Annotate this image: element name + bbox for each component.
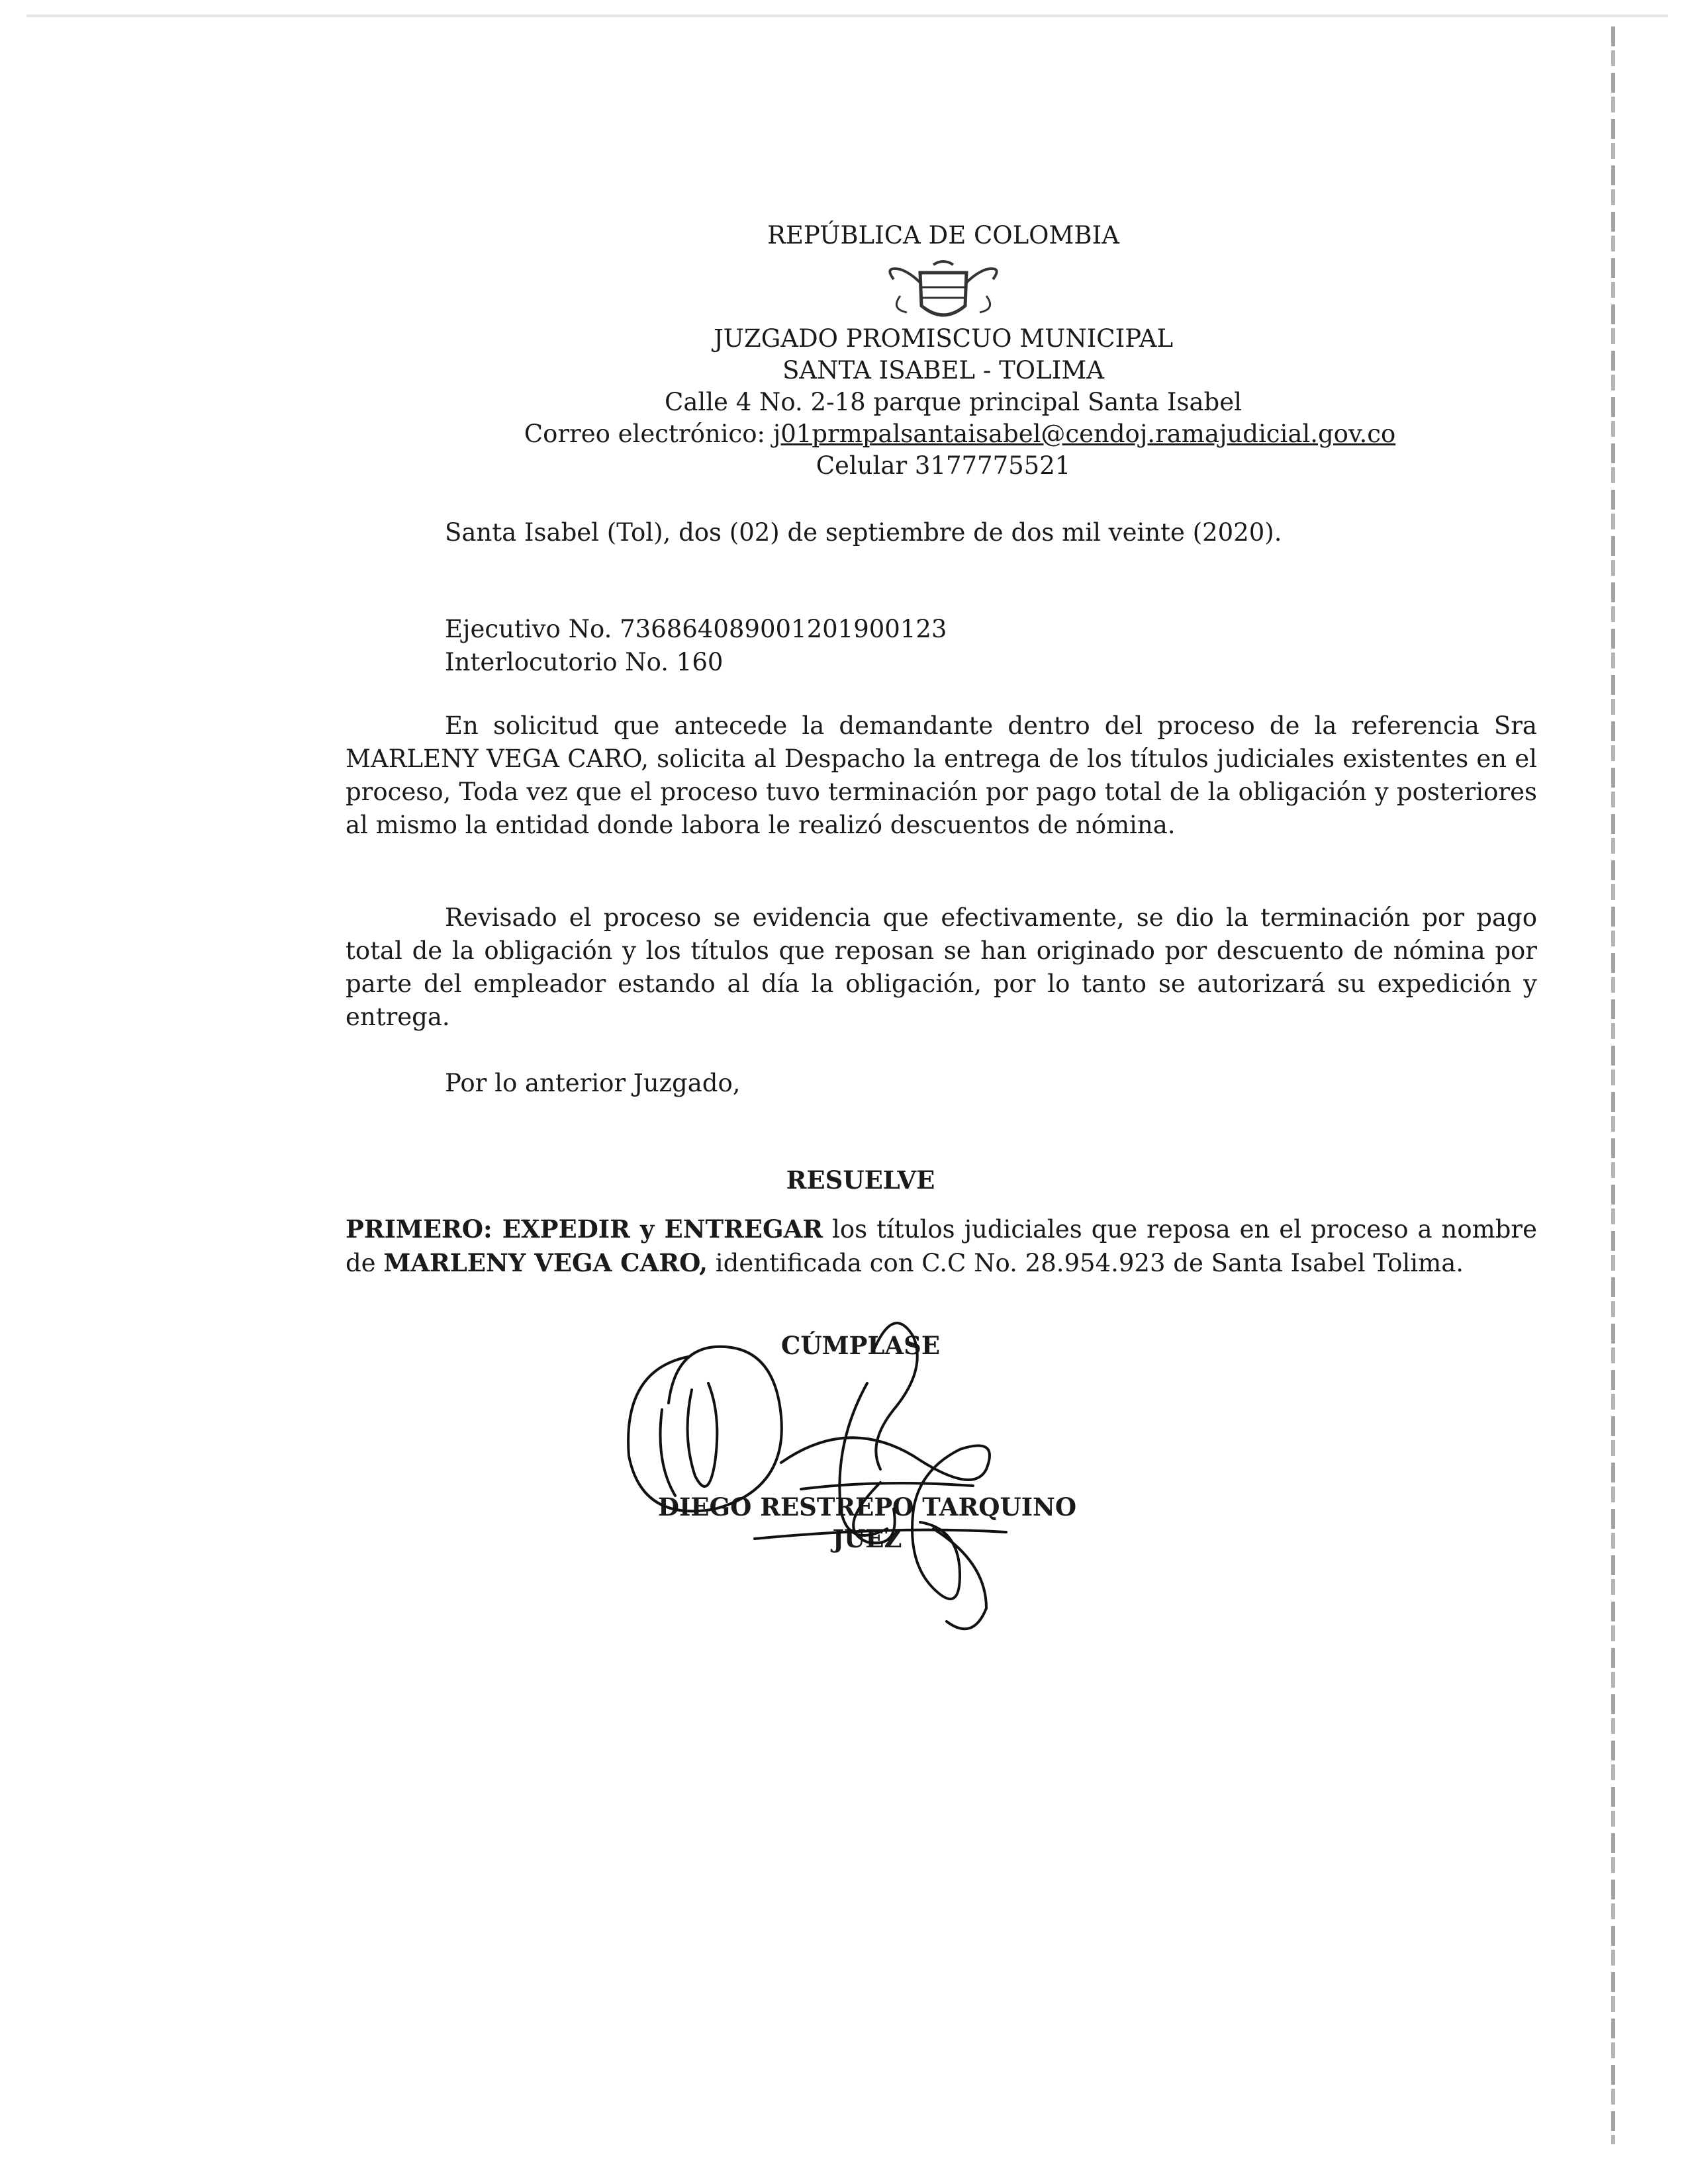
court-phone: Celular 3177775521 [816, 451, 1071, 480]
resolve-heading: RESUELVE [786, 1165, 935, 1195]
country-heading: REPÚBLICA DE COLOMBIA [767, 221, 1119, 250]
email-line [397, 418, 1523, 450]
scan-artifact-top [26, 15, 1668, 17]
signer-title: JUEZ [832, 1524, 902, 1553]
court-name: JUZGADO PROMISCUO MUNICIPAL [713, 324, 1174, 353]
scan-artifact-edge [1611, 26, 1615, 2144]
paragraph-review: Revisado el proceso se evidencia que efectivamente, se dio la terminación por pago total de la obligación y los títulos que reposan se han originado por descuento de nómina por parte del empleador estando al día la obligación, por lo tanto se autorizará su expedición y entrega. [346, 903, 1537, 1031]
closing-line: Por lo anterior Juzgado, [445, 1069, 741, 1097]
resolution-primero [346, 1212, 1537, 1280]
court-location: SANTA ISABEL - TOLIMA [782, 356, 1104, 385]
cumplase-text: CÚMPLASE [780, 1331, 941, 1360]
paragraph-request: En solicitud que antecede la demandante dentro del proceso de la referencia Sra MARLENY VEGA CARO, solicita al Despacho la entrega de los títulos judiciales existentes en el proceso, Toda vez que el proceso tuvo terminación por pago total de la obligación y posteriores al mismo la entidad donde labora le realizó descuentos de nómina. [346, 711, 1537, 839]
beneficiary-id: identificada con C.C No. 28.954.923 de Santa Isabel Tolima. [708, 1249, 1464, 1277]
email-label: Correo electrónico: [524, 420, 773, 448]
email-link[interactable]: j01prmpalsantaisabel@cendoj.ramajudicial.gov.co [773, 420, 1396, 448]
primero-label: PRIMERO: EXPEDIR y ENTREGAR [346, 1214, 823, 1244]
colombia-coat-of-arms-icon [880, 259, 1006, 326]
interlocutorio-number: Interlocutorio No. 160 [445, 648, 724, 676]
beneficiary-name: MARLENY VEGA CARO, [383, 1248, 708, 1277]
signer-name: DIEGO RESTREPO TARQUINO [657, 1492, 1077, 1522]
court-address: Calle 4 No. 2-18 parque principal Santa Isabel [665, 388, 1242, 416]
case-number: Ejecutivo No. 73686408900120190012​3 [445, 615, 947, 643]
handwritten-signature-icon [616, 1310, 1092, 1681]
primero-text: los títulos judiciales que reposa en el proceso a nombre de [346, 1215, 1537, 1277]
date-line: Santa Isabel (Tol), dos (02) de septiembre de dos mil veinte (2020). [445, 518, 1282, 547]
